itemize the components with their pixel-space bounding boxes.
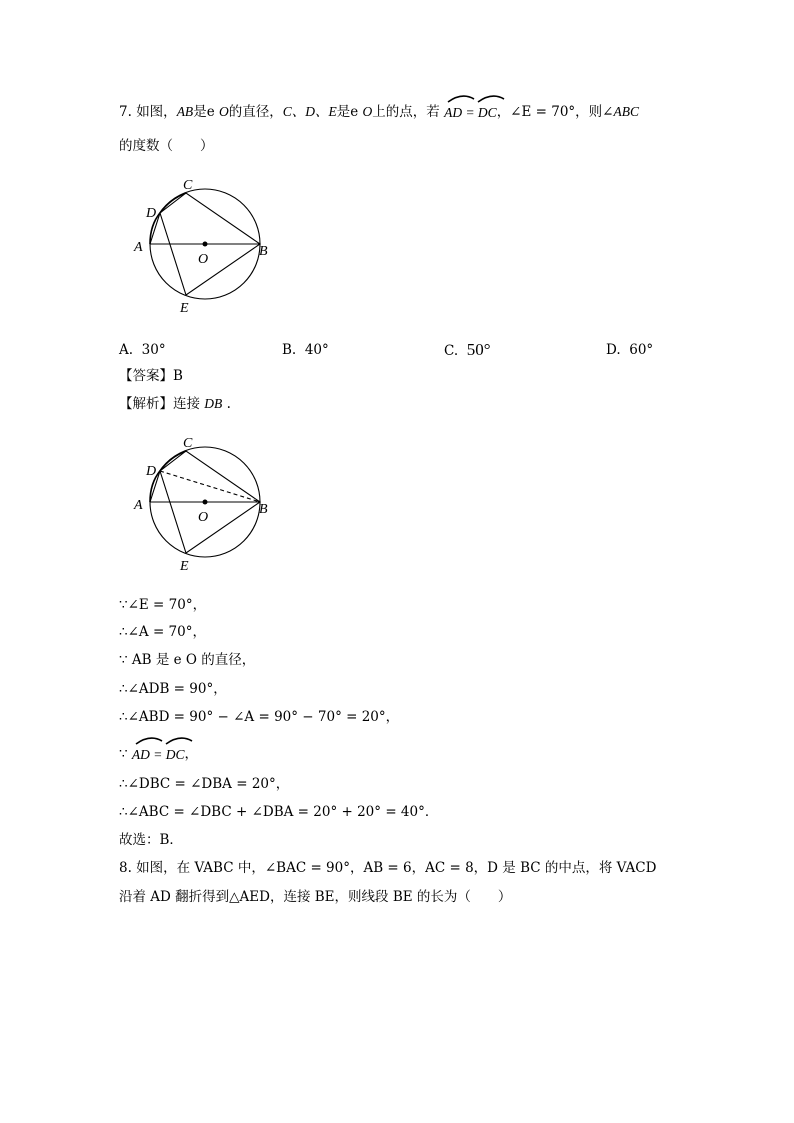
option-c-value: 50° [466,340,491,359]
q7-line1 [119,102,639,123]
step-2: ∴∠A = 70°， [119,624,206,640]
conclusion: 故选：B． [119,832,183,848]
arc-marks-icon-2 [132,734,196,746]
q8-line1: 8. 如图，在 VABC 中，∠BAC = 90°，AB = 6，AC = 8，D 是 BC 的中点，将 VACD [119,860,657,876]
q7-is: 是 [193,104,207,120]
analysis-end: . [226,396,231,412]
q7-abc: ABC [613,104,639,119]
arc-eq-text: AD = DC [444,104,497,120]
option-a-value: 30° [141,342,166,358]
arc-equation [444,103,497,123]
figure-circle-1 [128,175,278,320]
arc-marks-icon [444,92,508,104]
label-o-2: O [198,510,209,525]
step-6-prefix: ∵ [119,746,132,762]
arc-eq-text-2: AD = DC [131,746,185,762]
step-3: ∵ AB 是 e O 的直径， [119,652,256,668]
q7-intro: 如图， [136,104,177,120]
step-8: ∴∠ABC = ∠DBC + ∠DBA = 20° + 20° = 40°． [119,804,439,820]
label-d-2: D [146,464,157,479]
circle-symbol: e [206,104,215,120]
answer-value: B [173,368,183,384]
label-a-2: A [134,498,143,513]
step-1: ∵∠E = 70°， [119,597,207,613]
analysis-db: DB [204,396,223,411]
q7-line2: 的度数（ ） [119,138,214,154]
q7-number: 7. [119,104,132,120]
label-d: D [146,206,157,221]
q7-points: C、D、E [282,104,337,119]
q7-diameter: 的直径， [228,104,283,120]
step-6 [119,744,198,765]
analysis-line [119,394,231,414]
option-a-letter: A. [119,342,134,358]
option-b-value: 40° [304,342,329,358]
label-c: C [183,178,193,193]
option-d[interactable] [606,340,653,360]
analysis-text: 连接 [173,396,200,412]
option-c-letter: C. [444,343,459,359]
circle-symbol-2: e [350,104,359,120]
analysis-label: 【解析】 [119,396,173,412]
q8-line2: 沿着 AD 翻折得到△AED，连接 BE，则线段 BE 的长为（ ） [119,889,512,905]
option-d-letter: D. [606,342,621,358]
option-b[interactable] [282,340,329,360]
answer-line [119,366,183,386]
option-c[interactable] [444,340,491,361]
step-6-tail: ， [184,746,198,762]
option-d-value: 60° [629,342,654,358]
label-o: O [198,252,209,267]
q7-o-2: O [362,104,373,119]
answer-label: 【答案】 [119,368,173,384]
q7-on-circle: 上的点，若 [372,104,440,120]
label-b: B [259,244,268,259]
label-e-2: E [180,559,189,574]
label-e: E [180,301,189,316]
label-b-2: B [259,502,268,517]
q7-o: O [218,104,229,119]
label-a: A [134,240,143,255]
arc-equation-2 [132,745,185,765]
step-5: ∴∠ABD = 90° − ∠A = 90° − 70° = 20°， [119,709,400,725]
step-7: ∴∠DBC = ∠DBA = 20°， [119,776,290,792]
label-c-2: C [183,436,193,451]
option-a[interactable] [119,340,166,360]
q7-ab: AB [176,104,194,119]
option-b-letter: B. [282,342,297,358]
figure-circle-2 [128,433,278,578]
step-4: ∴∠ADB = 90°， [119,681,227,697]
q7-is2: 是 [336,104,351,120]
q7-condition: ，∠E = 70°，则∠ [496,104,614,120]
